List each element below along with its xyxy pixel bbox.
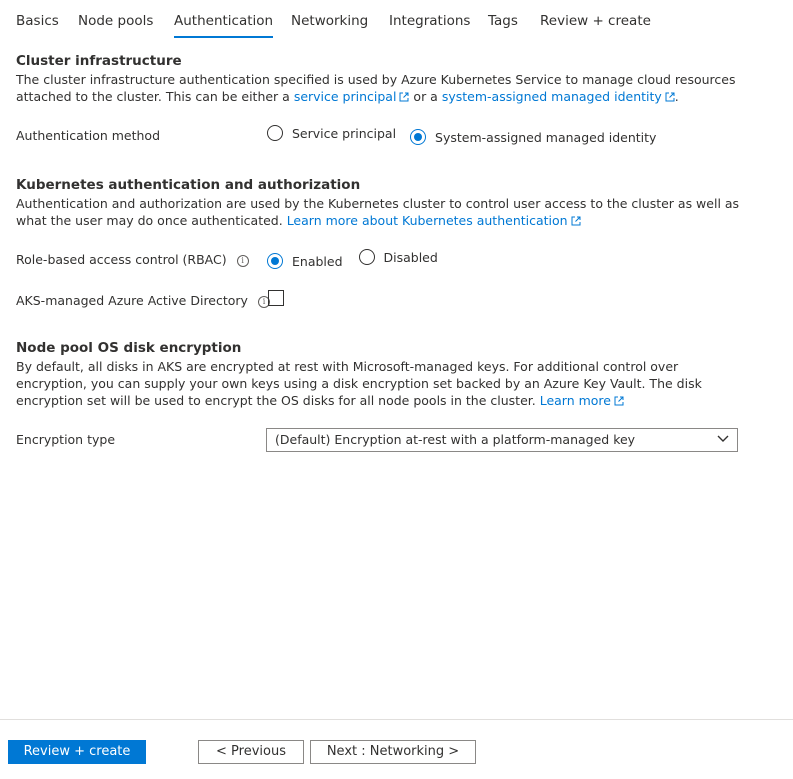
external-link-icon <box>571 216 581 226</box>
rbac-label-text: Role-based access control (RBAC) <box>16 252 227 267</box>
radio-rbac-enabled[interactable] <box>267 253 343 269</box>
managed-identity-link[interactable] <box>442 89 675 104</box>
link-text[interactable]: system-assigned managed identity <box>441 89 662 104</box>
radio-label: Enabled <box>292 253 343 269</box>
tab-basics[interactable]: Basics <box>16 13 59 29</box>
chevron-down-icon <box>717 435 729 443</box>
authentication-method-radio-group <box>267 125 664 145</box>
kubernetes-auth-heading: Kubernetes authentication and authorization <box>16 177 361 193</box>
review-create-button[interactable]: Review + create <box>8 740 146 764</box>
footer-divider <box>0 719 793 720</box>
tab-review-create[interactable]: Review + create <box>540 13 651 29</box>
link-text[interactable]: Learn more about Kubernetes authentication <box>286 213 568 228</box>
previous-button[interactable]: < Previous <box>198 740 304 764</box>
rbac-radio-group <box>267 249 446 269</box>
external-link-icon <box>665 92 675 102</box>
radio-rbac-disabled[interactable] <box>359 249 438 265</box>
aad-label <box>16 293 270 308</box>
radio-circle-selected[interactable] <box>410 129 426 145</box>
radio-circle-selected[interactable] <box>267 253 283 269</box>
disk-encryption-description <box>16 358 746 409</box>
radio-label: Disabled <box>383 249 438 265</box>
rbac-label <box>16 252 249 267</box>
tab-authentication[interactable]: Authentication <box>174 13 274 29</box>
learn-more-disk-encryption-link[interactable] <box>540 393 624 408</box>
radio-service-principal[interactable] <box>267 125 396 141</box>
radio-circle[interactable] <box>267 125 283 141</box>
cluster-infrastructure-description <box>16 71 746 105</box>
tab-networking[interactable]: Networking <box>291 13 369 29</box>
radio-circle[interactable] <box>359 249 375 265</box>
link-text[interactable]: service principal <box>293 89 397 104</box>
cluster-infrastructure-heading: Cluster infrastructure <box>16 53 182 69</box>
learn-more-kubernetes-auth-link[interactable] <box>287 213 581 228</box>
description-text: Authentication and authorization are used by the Kubernetes cluster to control user access to the cluster as well as what the user may do once authenticated. <box>16 196 740 228</box>
disk-encryption-heading: Node pool OS disk encryption <box>16 340 242 356</box>
external-link-icon <box>399 92 409 102</box>
external-link-icon <box>614 396 624 406</box>
encryption-type-dropdown[interactable] <box>266 428 738 452</box>
tab-integrations[interactable]: Integrations <box>389 13 471 29</box>
description-text: or a <box>409 89 442 104</box>
description-text: . <box>674 89 679 104</box>
authentication-method-label: Authentication method <box>16 128 161 143</box>
service-principal-link[interactable] <box>294 89 410 104</box>
info-icon[interactable]: i <box>258 296 270 308</box>
link-text[interactable]: Learn more <box>539 393 611 408</box>
tab-node-pools[interactable]: Node pools <box>78 13 154 29</box>
tab-bar <box>0 0 793 40</box>
next-networking-button[interactable]: Next : Networking > <box>310 740 476 764</box>
dropdown-selected-value: (Default) Encryption at-rest with a platform-managed key <box>275 432 636 447</box>
aad-checkbox[interactable] <box>268 290 284 306</box>
radio-system-assigned-identity[interactable] <box>410 129 656 145</box>
info-icon[interactable]: i <box>237 255 249 267</box>
radio-label: System-assigned managed identity <box>435 129 657 145</box>
encryption-type-label: Encryption type <box>16 432 116 447</box>
aad-label-text: AKS-managed Azure Active Directory <box>16 293 248 308</box>
radio-label: Service principal <box>292 125 397 141</box>
description-text: The cluster infrastructure authentication specified is used by Azure Kubernetes Service to manage cloud resources attached to the cluster. This can be either a <box>16 72 736 104</box>
description-text: By default, all disks in AKS are encrypted at rest with Microsoft-managed keys. For additional control over encryption, you can supply your own keys using a disk encryption set backed by an Azure Key Vault. The disk encryption set will be used to encrypt the OS disks for all node pools in the cluster. <box>16 359 702 408</box>
tab-tags[interactable]: Tags <box>488 13 518 29</box>
kubernetes-auth-description <box>16 195 746 229</box>
